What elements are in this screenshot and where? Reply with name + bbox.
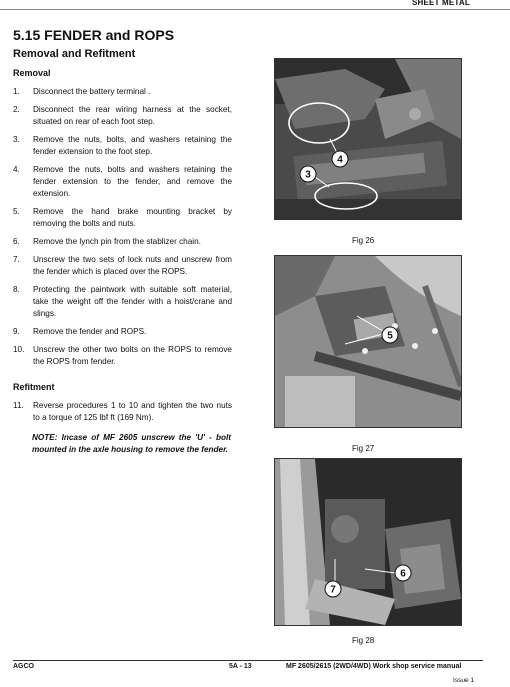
header-label: SHEET METAL bbox=[411, 0, 470, 7]
refitment-heading: Refitment bbox=[13, 382, 55, 392]
footer-page-number: 5A - 13 bbox=[229, 663, 252, 670]
step-item: 9. Remove the fender and ROPS. bbox=[13, 327, 147, 336]
step-item: 1. Disconnect the battery terminal . bbox=[13, 87, 151, 96]
figure-26-photo bbox=[274, 58, 462, 220]
figure-28-caption: Fig 28 bbox=[352, 636, 375, 645]
callout-7: 7 bbox=[330, 584, 336, 596]
callout-6: 6 bbox=[400, 568, 406, 580]
removal-heading: Removal bbox=[13, 68, 51, 78]
refitment-note: NOTE: Incase of MF 2605 unscrew the 'U' - bolt mounted in the axle housing to remove the fender. bbox=[32, 433, 231, 454]
callout-5: 5 bbox=[387, 330, 393, 342]
figure-26-caption: Fig 26 bbox=[352, 236, 375, 245]
step-item: 5. Remove the hand brake mounting bracket by removing the bolts and nuts. bbox=[13, 207, 232, 228]
step-item: 7. Unscrew the two sets of lock nuts and unscrew from the fender which is placed over the ROPS. bbox=[13, 255, 232, 276]
step-item: 10. Unscrew the other two bolts on the ROPS to remove the ROPS from fender. bbox=[13, 345, 232, 366]
footer-issue: Issue 1 bbox=[453, 677, 474, 684]
step-item: 3. Remove the nuts, bolts, and washers retaining the fender extension to the foot step. bbox=[13, 135, 232, 156]
step-item: 11. Reverse procedures 1 to 10 and tighten the two nuts to a torque of 125 lbf ft (169 Nm). bbox=[13, 401, 232, 422]
footer-manual-title: MF 2605/2615 (2WD/4WD) Work shop service manual bbox=[286, 663, 462, 670]
header-rule bbox=[0, 9, 510, 10]
step-item: 4. Remove the nuts, bolts and washers retaining the fender extension to the fender, and remove the extension. bbox=[13, 165, 232, 198]
step-item: 6. Remove the lynch pin from the stablizer chain. bbox=[13, 237, 201, 246]
callout-3: 3 bbox=[305, 169, 311, 181]
figure-27-photo bbox=[274, 255, 462, 428]
step-item: 8. Protecting the paintwork with suitable soft material, take the weight off the fender with a hoist/crane and slings. bbox=[13, 285, 232, 318]
footer-brand: AGCO bbox=[13, 663, 34, 670]
step-item: 2. Disconnect the rear wiring harness at the socket, situated on rear of each foot step. bbox=[13, 105, 232, 126]
section-title: 5.15 FENDER and ROPS bbox=[13, 27, 175, 43]
removal-steps bbox=[13, 86, 232, 374]
figure-27-caption: Fig 27 bbox=[352, 444, 375, 453]
refitment-steps bbox=[13, 400, 232, 430]
section-subtitle: Removal and Refitment bbox=[13, 48, 136, 60]
callout-4: 4 bbox=[337, 154, 343, 166]
figure-28-photo bbox=[274, 458, 462, 626]
footer-rule bbox=[13, 660, 483, 661]
